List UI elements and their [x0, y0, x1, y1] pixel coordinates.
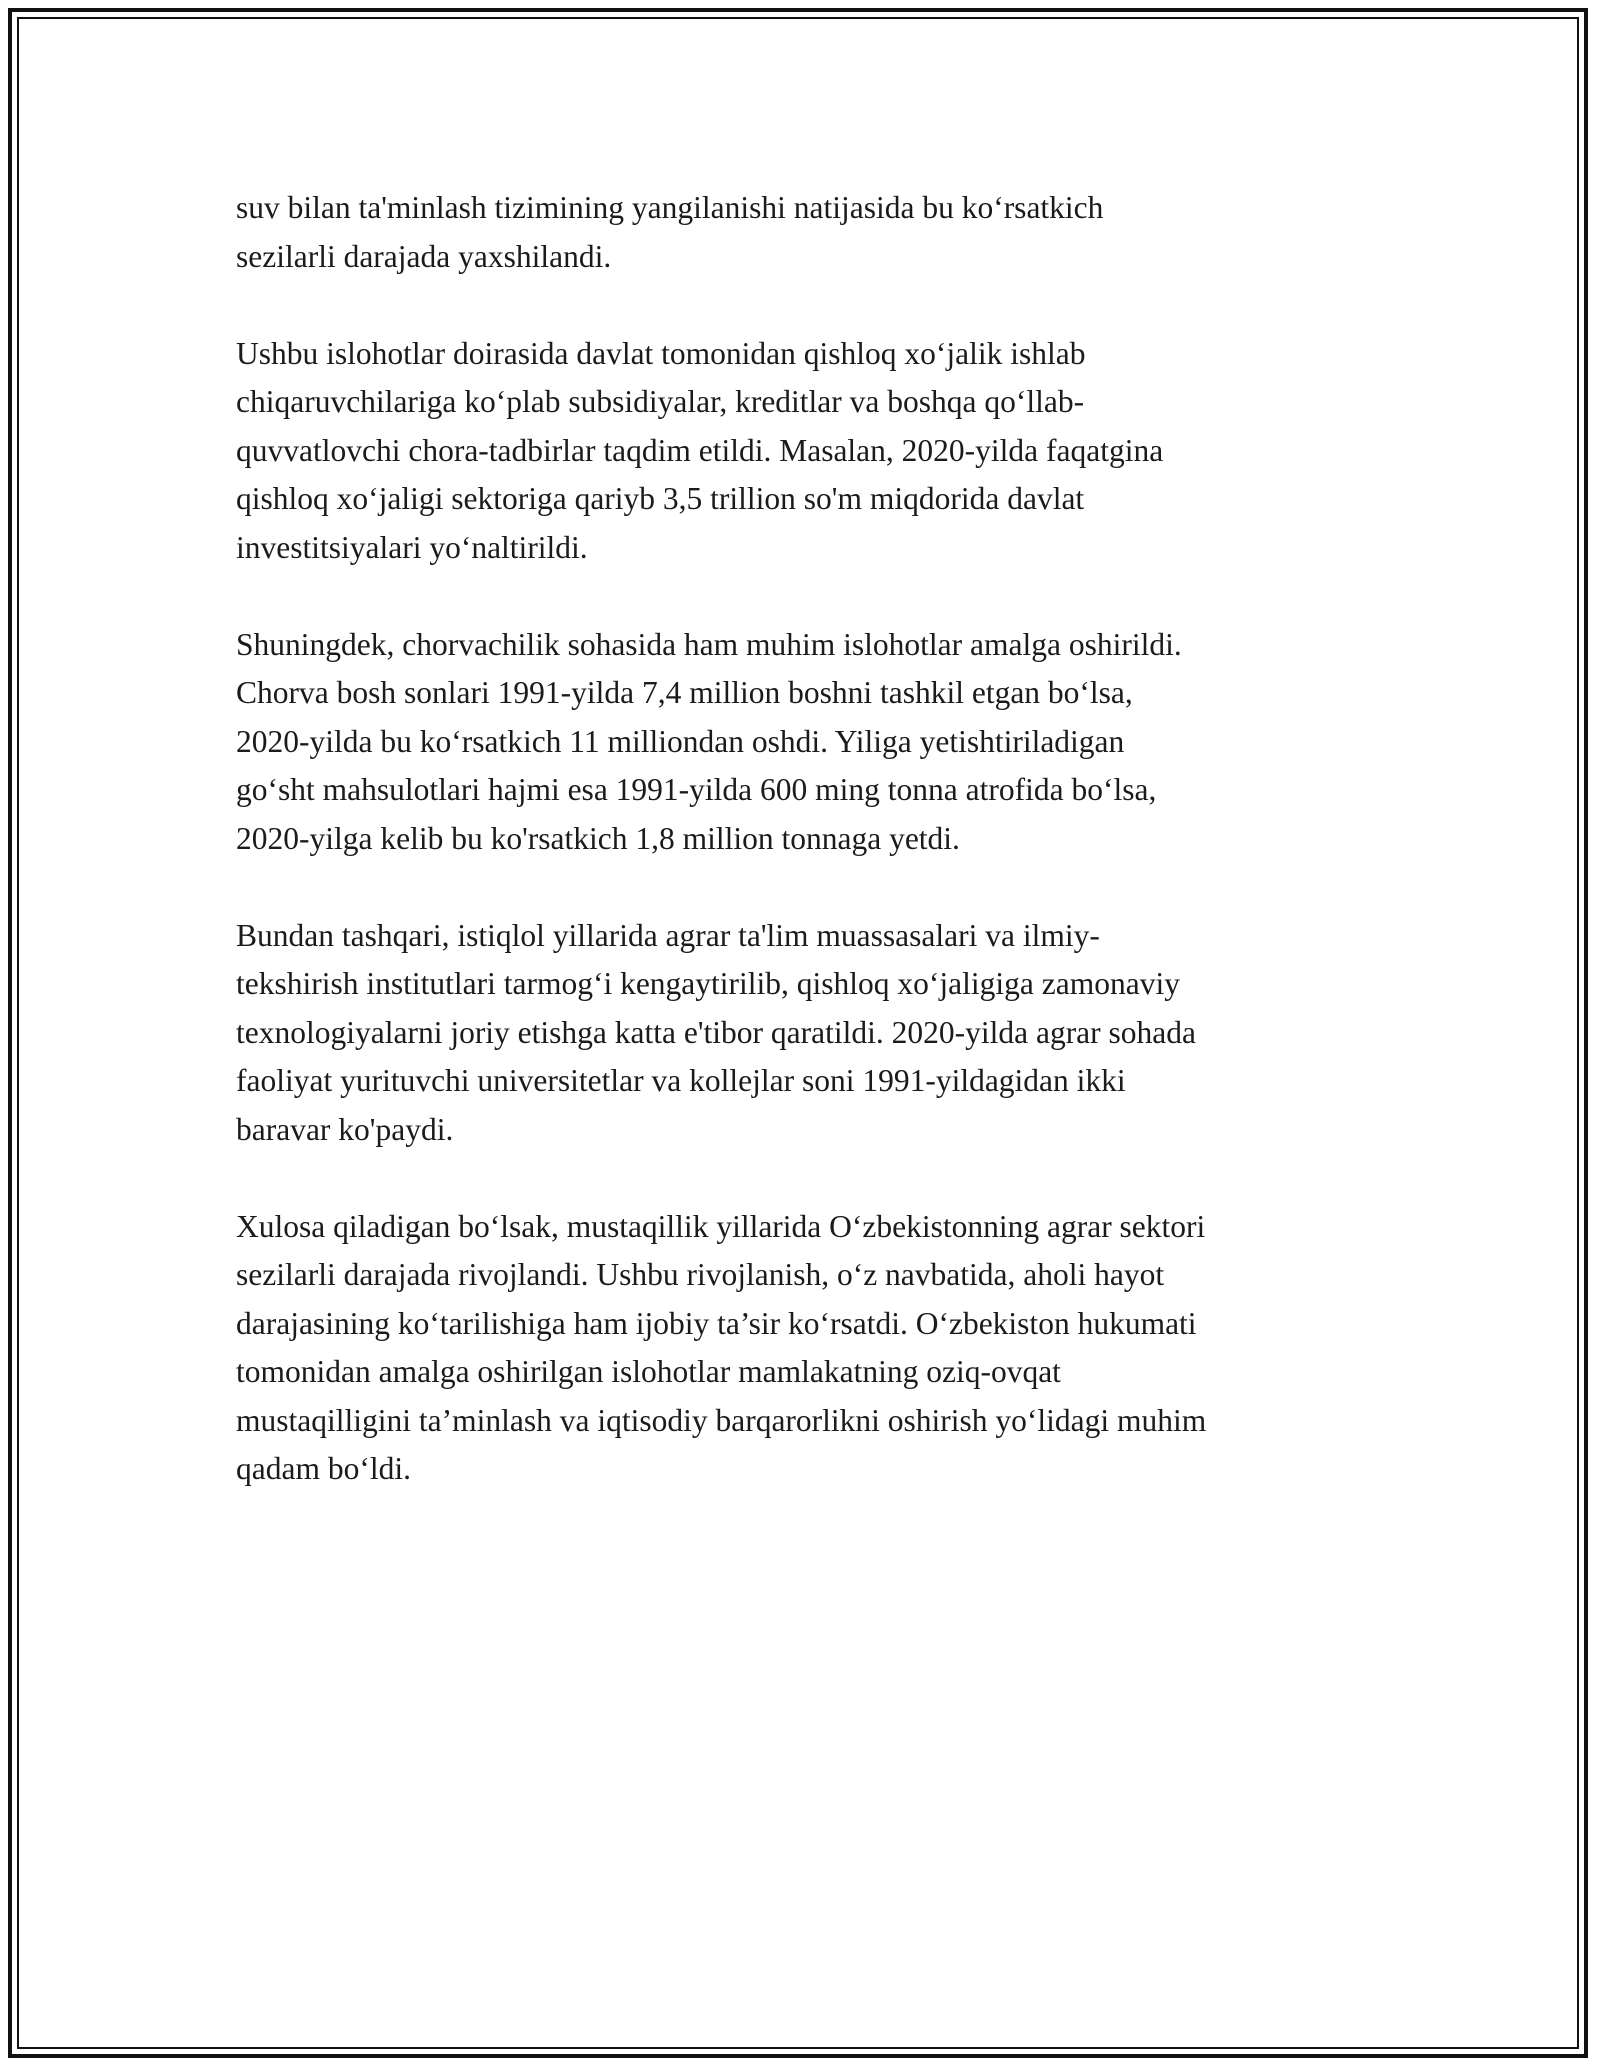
text-line: qishloq xo‘jaligi sektoriga qariyb 3,5 trillion so'm miqdorida davlat	[236, 481, 1085, 516]
text-line: go‘sht mahsulotlari hajmi esa 1991-yilda 600 ming tonna atrofida bo‘lsa,	[236, 772, 1157, 807]
text-line: Ushbu islohotlar doirasida davlat tomonidan qishloq xo‘jalik ishlab	[236, 335, 1086, 371]
document-body	[236, 184, 1386, 1542]
text-line: Chorva bosh sonlari 1991-yilda 7,4 million boshni tashkil etgan bo‘lsa,	[236, 675, 1133, 710]
text-line: suv bilan ta'minlash tizimining yangilanishi natijasida bu ko‘rsatkich	[236, 190, 1104, 225]
paragraph-5	[236, 1203, 1386, 1494]
paragraph-1	[236, 184, 1386, 281]
text-line: faoliyat yurituvchi universitetlar va kollejlar soni 1991-yildagidan ikki	[236, 1063, 1126, 1098]
text-line: tekshirish institutlari tarmog‘i kengaytirilib, qishloq xo‘jaligiga zamonaviy	[236, 966, 1180, 1001]
text-line: darajasining ko‘tarilishiga ham ijobiy ta’sir ko‘rsatdi. O‘zbekiston hukumati	[236, 1305, 1197, 1341]
text-line: 2020-yilga kelib bu ko'rsatkich 1,8 million tonnaga yetdi.	[236, 820, 960, 856]
text-line: 2020-yilda bu ko‘rsatkich 11 milliondan oshdi. Yiliga yetishtiriladigan	[236, 723, 1125, 759]
text-line: qadam bo‘ldi.	[236, 1451, 411, 1486]
text-line: Bundan tashqari, istiqlol yillarida agrar ta'lim muassasalari va ilmiy-	[236, 917, 1100, 953]
text-line: chiqaruvchilariga ko‘plab subsidiyalar, kreditlar va boshqa qo‘llab-	[236, 384, 1085, 419]
text-line: baravar ko'paydi.	[236, 1111, 454, 1147]
text-line: sezilarli darajada rivojlandi. Ushbu rivojlanish, o‘z navbatida, aholi hayot	[236, 1257, 1165, 1292]
text-line: Shuningdek, chorvachilik sohasida ham muhim islohotlar amalga oshirildi.	[236, 626, 1182, 662]
text-line: texnologiyalarni joriy etishga katta e'tibor qaratildi. 2020-yilda agrar sohada	[236, 1014, 1196, 1050]
text-line: tomonidan amalga oshirilgan islohotlar mamlakatning oziq-ovqat	[236, 1354, 1061, 1389]
text-line: sezilarli darajada yaxshilandi.	[236, 238, 612, 274]
paragraph-2	[236, 330, 1386, 573]
paragraph-4	[236, 912, 1386, 1155]
text-line: Xulosa qiladigan bo‘lsak, mustaqillik yillarida O‘zbekistonning agrar sektori	[236, 1208, 1206, 1244]
text-line: investitsiyalari yo‘naltirildi.	[236, 529, 588, 565]
text-line: quvvatlovchi chora-tadbirlar taqdim etildi. Masalan, 2020-yilda faqatgina	[236, 432, 1164, 468]
paragraph-3	[236, 621, 1386, 864]
text-line: mustaqilligini ta’minlash va iqtisodiy barqarorlikni oshirish yo‘lidagi muhim	[236, 1402, 1207, 1438]
